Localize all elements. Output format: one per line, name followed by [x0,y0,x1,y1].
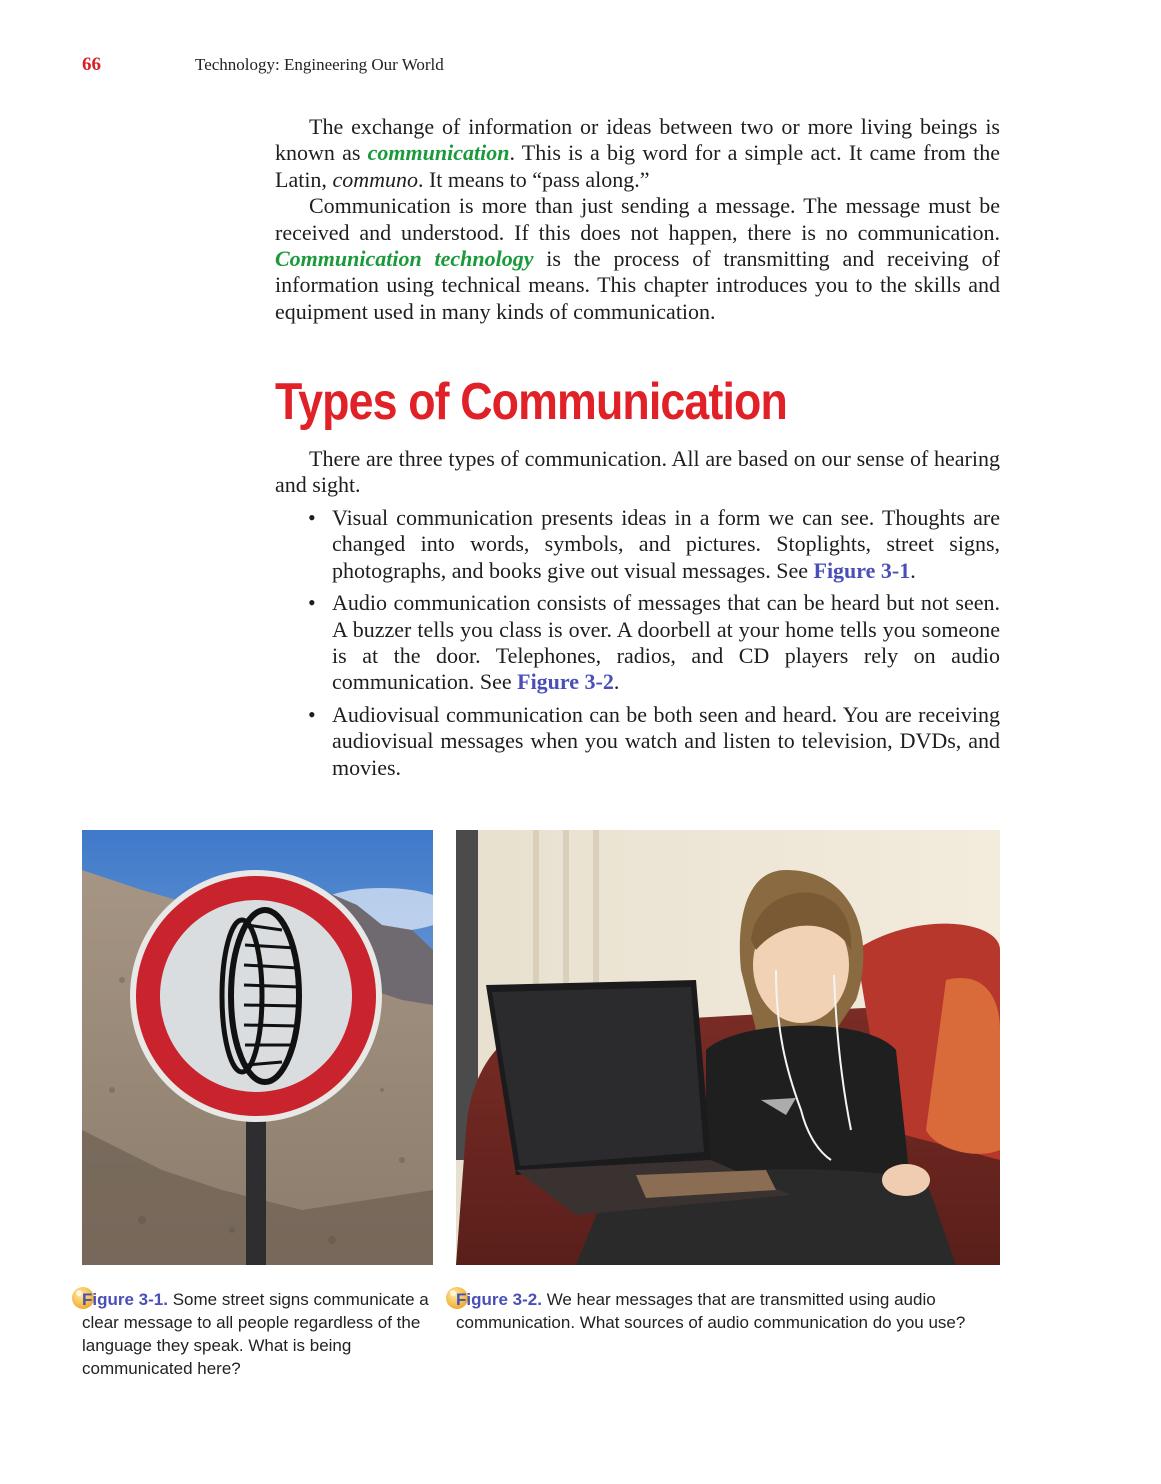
bullet-end: . [613,669,620,695]
figure-3-1-caption [82,1288,434,1380]
page-number: 66 [82,54,101,75]
key-term-communication: communication [367,140,510,166]
intro-paragraph-2 [275,193,1000,325]
figure-link[interactable]: Figure 3-1 [813,557,911,583]
text-run: . This is a big word for a simple act. It came from the Latin, [275,140,1000,192]
figure-3-2-caption-text: We hear messages that are transmitted using audio communication. What sources of audio communication do you use? [456,1290,966,1332]
bullet-icon: • [308,701,316,727]
running-head: Technology: Engineering Our World [195,55,444,74]
text-run: is the process of transmitting and receiving of information using technical means. This chapter introduces you to the skills and equipment used in many kinds of communication. [275,246,1000,324]
figure-3-1-caption-text: Some street signs communicate a clear message to all people regardless of the language they speak. What is being communicated here? [82,1290,429,1378]
section-heading: Types of Communication [275,373,787,431]
text-run: Communication is more than just sending a message. The message must be received and understood. If this does not happen, there is no communication. [275,193,1000,245]
lead-paragraph: There are three types of communication. All are based on our sense of hearing and sight. [275,446,1000,498]
figure-3-2-photo [456,830,1000,1265]
bullet-icon: • [308,505,316,530]
text-run: . It means to “pass along.” [417,166,650,192]
communication-types-list [306,505,1000,787]
list-item-visual [306,505,1000,584]
figure-link[interactable]: Figure 3-2 [517,669,614,695]
bullet-text: Visual communication presents ideas in a form we can see. Thoughts are changed into words, symbols, and pictures. Stoplights, street signs, photographs, and books give out visual messages. See [332,505,1000,583]
key-term-communication-technology: Communication technology [275,246,534,272]
bullet-end: . [910,557,916,583]
intro-paragraph-1 [275,114,1000,193]
road-sign-photo-illustration [82,830,433,1265]
list-item-audiovisual [306,702,1000,781]
latin-word: communo [332,166,418,192]
figure-3-1-photo [82,830,433,1265]
figure-3-2-label: Figure 3-2. [456,1290,542,1309]
boy-laptop-photo-illustration [456,830,1000,1265]
figure-3-2-caption [456,1288,986,1334]
bullet-text: Audiovisual communication can be both seen and heard. You are receiving audiovisual messages when you watch and listen to television, DVDs, and movies. [332,701,1000,780]
bullet-text: Audio communication consists of messages that can be heard but not seen. A buzzer tells you class is over. A doorbell at your home tells you someone is at the door. Telephones, radios, and CD players rely on audio communication. See [332,590,1000,695]
bullet-icon: • [308,590,316,616]
intro-text [275,114,1000,325]
text-run: The exchange of information or ideas between two or more living beings is known as [275,114,1000,166]
list-item-audio [306,590,1000,696]
figure-3-1-label: Figure 3-1. [82,1290,168,1309]
section-lead [275,446,1000,499]
